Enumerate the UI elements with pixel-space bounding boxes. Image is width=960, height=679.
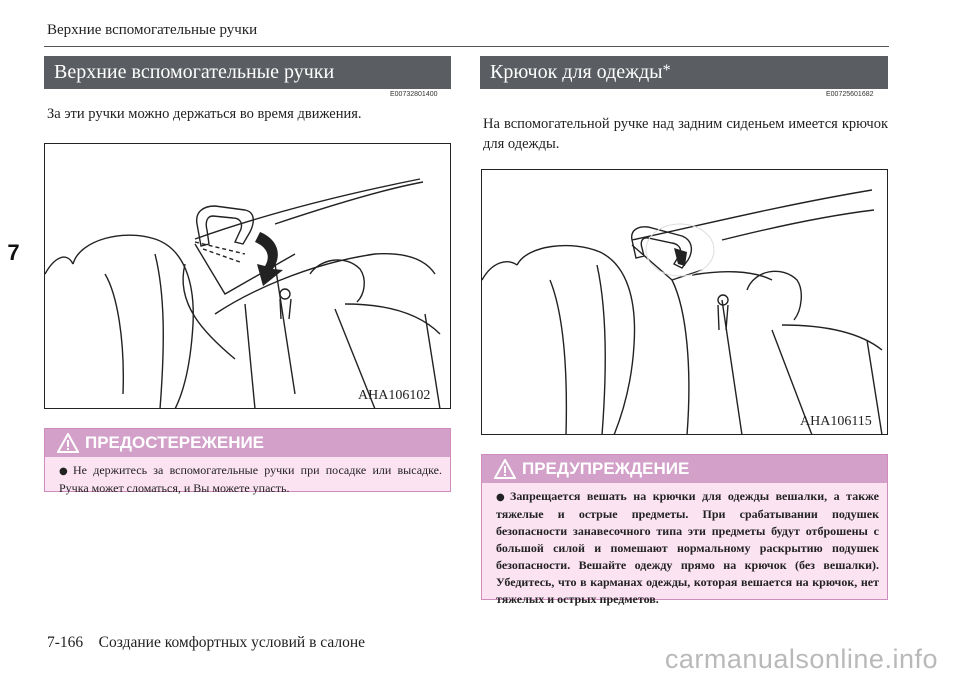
warning-triangle-icon (57, 433, 79, 453)
page-footer (47, 634, 365, 652)
bullet-icon: ● (496, 492, 505, 503)
chapter-tab[interactable]: 7 (0, 233, 27, 273)
caution-box (44, 428, 451, 495)
watermark[interactable]: carmanualsonline.info (664, 644, 938, 674)
section-title-handles-text: Верхние вспомогательные ручки (54, 61, 335, 83)
section-mark: * (662, 62, 671, 79)
section-title-hook (480, 56, 888, 89)
header-rule (44, 46, 889, 47)
running-header: Верхние вспомогательные ручки (47, 22, 258, 38)
warning-text-block (496, 488, 879, 608)
section-code-hook: E00725601682 (826, 91, 874, 98)
warning-triangle-icon (494, 459, 516, 479)
warning-header (482, 455, 887, 483)
section-code-handles: E00732801400 (390, 91, 438, 98)
warning-text: Запрещается вешать на крючки для одежды вешалки, а также тяжелые и острые предметы. При срабатывании подушек безопасности занавесочного типа эти предметы будут отброшены с большой силой и помешают нормальному раскрытию подушек безопасности. Вешайте одежду прямо на крючок (без вешалки). Убедитесь, что в карманах одежды, которая вешается на крючок, нет тяжелых и острых предметов. (496, 489, 879, 606)
caution-text: Не держитесь за вспомогательные ручки при посадке или высадке. Ручка может сломаться, и Вы можете упасть. (59, 463, 442, 495)
figure-id-hook: AHA106115 (800, 414, 872, 429)
figure-id-handles: AHA106102 (358, 388, 431, 403)
caution-header (45, 429, 450, 457)
assist-handle-illustration (45, 144, 451, 409)
footer-chapter: Создание комфортных условий в салоне (98, 634, 366, 651)
warning-box (481, 454, 888, 606)
body-text-hook: На вспомогательной ручке над задним сиденьем имеется крючок для одежды. (483, 116, 888, 152)
section-title-handles (44, 56, 451, 89)
caution-text-block (59, 462, 442, 497)
body-text-handles: За эти ручки можно держаться во время движения. (47, 106, 362, 122)
warning-title: ПРЕДУПРЕЖДЕНИЕ (522, 459, 690, 478)
page-number: 7-166 (47, 634, 84, 651)
caution-title: ПРЕДОСТЕРЕЖЕНИЕ (85, 433, 265, 452)
figure-coat-hook (481, 169, 888, 435)
bullet-icon: ● (59, 466, 68, 477)
coat-hook-illustration (482, 170, 888, 435)
section-title-hook-text: Крючок для одежды (490, 61, 663, 83)
figure-assist-handle (44, 143, 451, 409)
